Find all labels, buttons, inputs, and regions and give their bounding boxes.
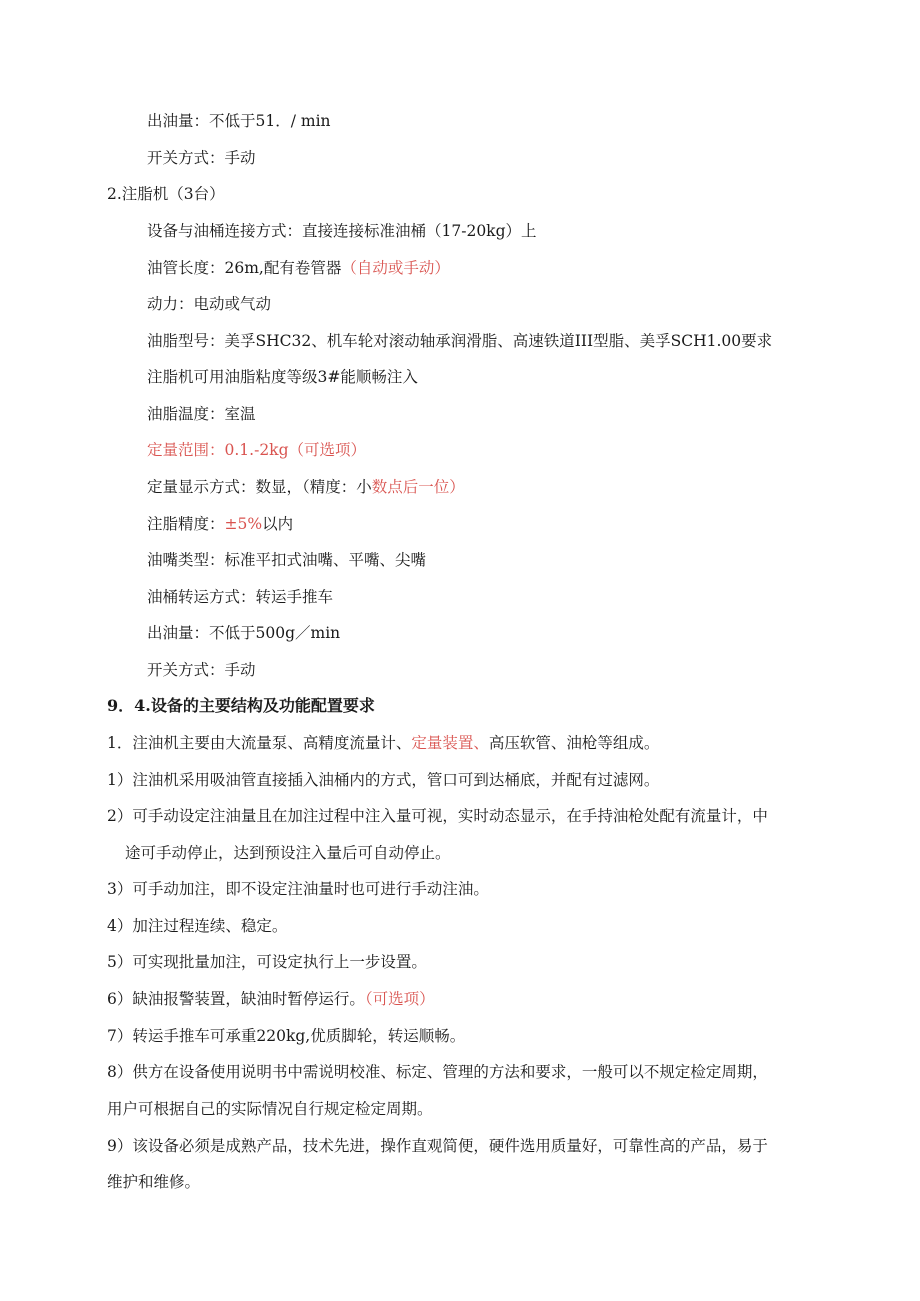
temperature-line: 油脂温度：室温: [147, 405, 256, 423]
requirement-9-line-2: 维护和维修。: [107, 1173, 201, 1191]
switch-mode-line: 开关方式：手动: [147, 149, 256, 167]
requirement-7: 7）转运手推车可承重220kg,优质脚轮，转运顺畅。: [107, 1027, 466, 1045]
section-9-4-heading: 9．4.设备的主要结构及功能配置要求: [107, 696, 375, 715]
grease-precision-value: ±5%: [224, 515, 263, 533]
grease-model-line: 油脂型号：美孚SHC32、机车轮对滚动轴承润滑脂、高速铁道III型脂、美孚SCH1.00要求: [147, 332, 773, 350]
requirement-9-line-1: 9）该设备必须是成熟产品，技术先进，操作直观简便，硬件选用质量好，可靠性高的产品，易于: [107, 1137, 768, 1155]
display-mode-line: [147, 477, 465, 497]
requirement-8-line-1: 8）供方在设备使用说明书中需说明校准、标定、管理的方法和要求，一般可以不规定检定周期，: [107, 1063, 768, 1081]
grease-precision-suffix: 以内: [262, 515, 294, 533]
flow-rate-line: 出油量：不低于51．/ min: [147, 112, 331, 130]
requirement-1: 1）注油机采用吸油管直接插入油桶内的方式，管口可到达桶底，并配有过滤网。: [107, 771, 660, 789]
requirement-6-optional-note: （可选项）: [364, 990, 435, 1008]
requirement-8-line-2: 用户可根据自己的实际情况自行规定检定周期。: [107, 1100, 433, 1118]
hose-length-text: 油管长度：26m,配有卷管器: [147, 259, 342, 277]
display-precision-note: 数点后一位）: [371, 478, 465, 496]
structure-intro-text: 1．注油机主要由大流量泵、高精度流量计、: [107, 734, 412, 752]
display-mode-text: 定量显示方式：数显，（精度：小: [147, 478, 372, 496]
requirement-5: 5）可实现批量加注，可设定执行上一步设置。: [107, 953, 427, 971]
nozzle-type-line: 油嘴类型：标准平扣式油嘴、平嘴、尖嘴: [147, 551, 427, 569]
hose-reel-note: （自动或手动）: [341, 259, 450, 277]
requirement-6: [107, 989, 435, 1009]
requirement-2-line-1: 2）可手动设定注油量且在加注过程中注入量可视，实时动态显示，在手持油枪处配有流量计，中: [107, 807, 768, 825]
connection-line: 设备与油桶连接方式：直接连接标准油桶（17-20kg）上: [147, 222, 537, 240]
hose-length-line: [147, 258, 450, 278]
section-2-title: 2.注脂机（3台）: [107, 185, 225, 203]
structure-intro-highlight: 定量装置、: [411, 734, 489, 752]
requirement-3: 3）可手动加注，即不设定注油量时也可进行手动注油。: [107, 880, 489, 898]
grease-precision-label: 注脂精度：: [147, 515, 225, 533]
structure-intro-line: [107, 733, 659, 753]
requirement-2-line-2: 途可手动停止，达到预设注入量后可自动停止。: [125, 844, 451, 862]
requirement-6-text: 6）缺油报警装置，缺油时暂停运行。: [107, 990, 365, 1008]
viscosity-line: 注脂机可用油脂粘度等级3#能顺畅注入: [147, 368, 418, 386]
grease-flow-rate-line: 出油量：不低于500g／min: [147, 624, 341, 642]
grease-switch-mode-line: 开关方式：手动: [147, 661, 256, 679]
quantity-range-line: 定量范围：0.1.-2kg（可选项）: [147, 441, 366, 459]
grease-precision-line: [147, 514, 293, 534]
transport-line: 油桶转运方式：转运手推车: [147, 588, 334, 606]
power-line: 动力：电动或气动: [147, 295, 272, 313]
structure-intro-suffix: 高压软管、油枪等组成。: [488, 734, 660, 752]
requirement-4: 4）加注过程连续、稳定。: [107, 917, 288, 935]
